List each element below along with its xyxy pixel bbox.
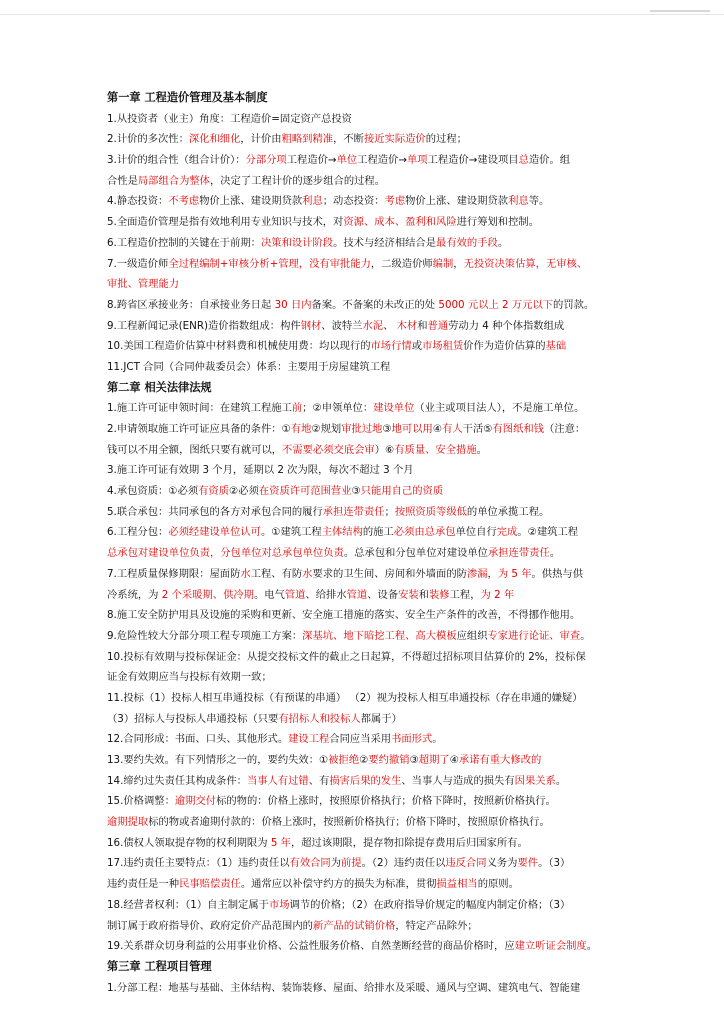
highlighted-text: 建设工程 [288,733,330,746]
header-mark [650,10,710,12]
text-line [107,460,617,481]
text-line [107,316,617,337]
plain-text: 。 [580,629,591,642]
plain-text: ，二级造价师 [370,257,433,270]
text-line [107,791,617,812]
highlighted-text: 要约撤销 [368,754,410,766]
plain-text: 6.工程分包： [107,526,169,539]
plain-text: 和 [417,319,428,332]
plain-text: 8.跨省区承接业务：自承接业务日起 [107,298,275,311]
highlighted-text: 安装 [398,588,419,601]
plain-text: ，不断 [333,133,364,146]
plain-text: 进行筹划和控制。 [456,216,539,229]
plain-text: 18.经营者权利：（1）自主制定属于 [107,898,269,911]
plain-text: ③ [409,754,419,766]
plain-text: ④ [449,754,459,766]
plain-text: 工程、有防 [250,567,303,580]
plain-text: 16.债权人领取提存物的权利期限为 [107,836,271,849]
plain-text: 17.违约责任主要特点：（1）违约责任以 [107,857,290,870]
highlighted-text: 木材 [396,319,418,332]
highlighted-text: 必须由总承包 [393,526,456,539]
highlighted-text: 编制 [432,257,454,270]
plain-text: 6.工程造价控制的关键在于前期： [107,236,261,249]
plain-text: 第二章 相关法律法规 [107,380,212,394]
plain-text: 、给排水 [305,588,347,601]
plain-text: 都属于） [360,712,402,725]
text-line [107,874,617,895]
plain-text: 。（2）违约责任以 [361,857,446,870]
plain-text: 物价上涨、建设期贷款 [199,195,303,208]
plain-text: 11.JCT 合同（合同仲裁委员会）体系：主要用于房屋建筑工程 [107,360,391,373]
document-body [107,88,617,998]
highlighted-text: 市场行情 [370,340,412,353]
plain-text: 。 [586,940,598,953]
plain-text: 的过程； [425,133,467,146]
highlighted-text: 前提 [341,857,362,870]
plain-text: （3）招标人与投标人串通投标（只要 [107,712,279,725]
highlighted-text: 单位 [336,154,358,167]
plain-text: 10.美国工程造价估算中材料费和机械使用费：均以现行的 [107,340,371,353]
highlighted-text: 违反合同 [445,857,487,870]
highlighted-text: 钢材 [300,319,322,332]
plain-text: 造价。组 [528,154,571,167]
highlighted-text: 不需要必须交底会审 [282,443,375,456]
highlighted-text: 要件 [517,857,539,870]
highlighted-text: 管道 [284,588,306,601]
highlighted-text: 全过程编制+审核分析+管理，没有审批能力 [168,257,371,270]
highlighted-text: 逾期交付 [174,795,217,808]
highlighted-text: 因果关系 [514,774,556,787]
plain-text: 劳动力 4 种个体指数组成 [448,319,565,332]
plain-text: ，超过该期限，提存物扣除提存费用后归国家所有。 [290,836,528,849]
plain-text: 冷系统，为 [107,588,162,601]
highlighted-text: 书面形式 [391,733,433,746]
text-line [107,916,617,937]
plain-text: 工程造价→建设项目 [427,154,519,167]
highlighted-text: 审批、管理能力 [107,278,180,291]
text-line [107,440,617,461]
plain-text: 合同应当采用 [329,733,392,746]
text-line [107,729,617,750]
plain-text: 工程造价→ [357,154,407,167]
text-line [107,936,617,957]
highlighted-text: 当事人有过错 [246,774,309,787]
highlighted-text: 民事赔偿责任 [179,878,241,891]
plain-text: 、设备 [367,588,399,601]
text-line [107,357,617,378]
highlighted-text: 水泥 [362,319,384,332]
plain-text: 12.合同形成：书面、口头、其他形式。 [107,733,289,746]
highlighted-text: 利息 [508,195,529,208]
highlighted-text: 承担连带责任 [322,505,385,518]
plain-text: 7.工程质量保修期限：屋面防 [107,567,241,580]
text-line [107,254,617,275]
plain-text: ；②申领单位： [302,402,374,415]
text-line [107,750,617,771]
plain-text: ， [487,567,498,580]
text-line [107,605,617,626]
plain-text: 制订属于政府指导价、政府定价产品范围内的 [107,919,313,932]
plain-text: 5.联合承包：共同承包的各方对承包合同的履行 [107,505,323,518]
plain-text: 。技术与经济相结合是 [333,236,437,249]
plain-text: ② [359,754,369,766]
plain-text: 。 [432,733,443,746]
text-line [107,853,617,874]
plain-text: 为 [330,857,342,870]
highlighted-text: 资源、成本、盈利和风险 [343,216,457,229]
text-line [107,233,617,254]
plain-text: 钱可以不用全额，图纸只要有就可以， [107,443,283,456]
highlighted-text: 有资质 [198,485,230,498]
highlighted-text: 最有效的手段 [436,236,498,249]
plain-text: 、 [383,319,397,332]
plain-text: 的原则。 [477,878,519,891]
chapter-heading [107,957,617,978]
plain-text: 或 [411,340,422,353]
highlighted-text: 有人 [442,423,463,435]
highlighted-text: 承诺有重大修改的 [458,754,542,766]
plain-text: 1.从投资者（业主）角度：工程造价=固定资产总投资 [107,112,352,125]
highlighted-text: 不考虑 [168,195,200,208]
text-line [107,212,617,233]
highlighted-text: 接近实际造价 [363,133,426,146]
plain-text: 。 [555,774,567,787]
plain-text: 9.危险性较大分部分项工程专项施工方案： [107,629,303,642]
plain-text: 5.全面造价管理是指有效地利用专业知识与技术，对 [107,216,344,229]
plain-text: 的单位承揽工程。 [466,505,550,518]
highlighted-text: 必须经建设单位认可 [168,526,261,539]
plain-text: 2.申请领取施工许可证应具备的条件：① [107,423,291,435]
text-line [107,398,617,419]
plain-text: 单位自行 [455,526,497,539]
text-line [107,191,617,212]
plain-text: 3.计价的组合性（组合计价）： [107,154,246,167]
plain-text: 第一章 工程造价管理及基本制度 [107,91,268,104]
highlighted-text: 2 个采暖期、供冷期 [161,588,254,601]
plain-text: ③ [351,485,361,498]
highlighted-text: 有效合同 [289,857,331,870]
plain-text: 19.关系群众切身利益的公用事业价格、公益性服务价格、自然垄断经营的商品价格时，应 [107,940,515,953]
plain-text: 物价上涨、建设期贷款 [405,195,509,208]
highlighted-text: 建设单位 [373,402,415,415]
plain-text: 15.价格调整： [107,795,175,808]
plain-text: 证金有效期应当与投标有效期一致； [107,671,272,684]
highlighted-text: 损益相当 [436,878,478,891]
plain-text: 要求的卫生间、房间和外墙面的防 [312,567,467,580]
highlighted-text: 基础 [545,340,567,353]
highlighted-text: 有地 [290,423,312,435]
plain-text: 备案。不备案的未改正的处 [311,298,439,311]
highlighted-text: 局部组合为整体 [137,174,210,187]
highlighted-text: 总承包对建设单位负责，分包单位对总承包单位负责 [107,547,344,560]
plain-text: 应组织 [456,629,488,642]
plain-text: 。①建筑工程 [260,526,322,539]
plain-text: ；动态投资： [322,195,385,208]
plain-text: 14.缔约过失责任其构成条件： [107,774,247,787]
highlighted-text: 粗略到精准 [281,133,334,146]
plain-text: 标的物或者逾期付款的：价格上涨时，按照新价格执行；价格下降时，按照原价格执行。 [148,816,550,829]
highlighted-text: 市场租赁 [421,340,464,353]
plain-text: 。（3） [538,857,571,870]
plain-text: 违约责任是一种 [107,878,180,891]
text-line [107,129,617,150]
text-line [107,502,617,523]
plain-text: 合性是 [107,174,138,187]
highlighted-text: 单项 [406,154,428,167]
highlighted-text: 在资质许可范围营业 [258,485,352,498]
plain-text: 第三章 工程项目管理 [107,959,212,973]
plain-text: 的施工 [362,526,394,539]
text-line [107,336,617,357]
highlighted-text: 有质量、安全措施 [394,443,477,456]
plain-text: 10.投标有效期与投标保证金：从提交投标文件的截止之日起算，不得超过招标项目估算价的 2%，投标保 [107,650,586,663]
text-line [107,585,617,606]
text-line [107,522,617,543]
text-line [107,895,617,916]
header-rule [0,14,724,15]
highlighted-text: 市场 [268,898,290,911]
plain-text: 工程造价→ [286,154,337,167]
text-line [107,274,617,295]
text-line [107,109,617,130]
plain-text: ，决定了工程计价的逐步组合的过程。 [209,174,386,187]
highlighted-text: 深基坑、地下暗挖工程、高大模板 [302,629,457,642]
plain-text: ③ [382,423,392,435]
highlighted-text: 有图纸和钱 [492,423,544,435]
highlighted-text: 前 [291,402,303,415]
plain-text: 1.施工许可证申领时间：在建筑工程施工 [107,402,292,415]
plain-text: ， [453,257,464,270]
plain-text: 3.施工许可证有效期 3 个月，延期以 2 次为限，每次不超过 3 个月 [107,464,414,477]
plain-text: 、波特兰 [321,319,363,332]
plain-text: 2.计价的多次性： [107,133,189,146]
highlighted-text: 装修 [429,588,450,601]
plain-text: 4.静态投资： [107,195,169,208]
highlighted-text: 只能用自己的资质 [360,485,444,498]
plain-text: 调节的价格；（2）在政府指导价规定的幅度内制定价格；（3） [289,898,571,911]
plain-text: 、有 [308,774,330,787]
highlighted-text: 主体结构 [321,526,363,539]
highlighted-text: 新产品的试销价格 [312,919,396,932]
text-line [107,978,617,999]
plain-text: 。总承包和分包单位对建设单位 [343,547,488,560]
text-line [107,481,617,502]
plain-text: 价作为造价估算的 [463,340,546,353]
text-line [107,626,617,647]
plain-text: 7.一级造价师 [107,257,169,270]
plain-text: ②规划 [311,423,342,435]
highlighted-text: 普通 [427,319,449,332]
highlighted-text: 渗漏 [466,567,488,580]
plain-text: 。②建筑工程 [517,526,579,539]
plain-text: ②必须 [229,485,259,498]
chapter-heading [107,88,617,109]
highlighted-text: 建立听证会制度 [514,940,587,953]
plain-text: 。 [476,443,487,456]
highlighted-text: 完成 [496,526,518,539]
plain-text: 9.工程新闻记录(ENR)造价指数组成：构件 [107,319,301,332]
highlighted-text: 被拒绝 [328,754,360,766]
plain-text: ④ [432,423,443,435]
highlighted-text: 30 日内 [274,298,312,311]
text-line [107,647,617,668]
highlighted-text: 承担连带责任 [487,547,550,560]
plain-text: ； [384,505,395,518]
highlighted-text: 按照资质等级低 [394,505,467,518]
plain-text: 。电气 [253,588,285,601]
plain-text: 13.要约失效。有下列情形之一的，要约失效：① [107,754,329,766]
text-line [107,150,617,171]
plain-text: 义务为 [486,857,518,870]
text-line [107,171,617,192]
plain-text: 8.施工安全防护用具及设施的采购和更新、安全施工措施的落实、安全生产条件的改善，不得挪作他用。 [107,609,581,622]
plain-text: ，特定产品除外； [395,919,478,932]
highlighted-text: 为 5 年 [497,567,532,580]
plain-text: ）⑥ [374,443,395,456]
plain-text: 标的物的：价格上涨时，按照原价格执行；价格下降时，按照新价格执行。 [216,795,556,808]
plain-text: 的罚款。 [553,298,595,311]
highlighted-text: 逾期提取 [107,816,149,829]
plain-text: 和 [418,588,430,601]
plain-text: 11.投标（1）投标人相互串通投标（有预谋的串通） （2）视为投标人相互串通投标（存在串通的嫌疑） [107,691,583,704]
text-line [107,833,617,854]
text-line [107,688,617,709]
highlighted-text: 有招标人和投标人 [278,712,361,725]
plain-text: 等。 [528,195,550,208]
plain-text: 。供热与供 [531,567,583,580]
highlighted-text: 水 [302,567,313,580]
text-line [107,709,617,730]
plain-text: ，计价由 [240,133,282,146]
highlighted-text: 为 2 年 [480,588,515,601]
highlighted-text: 管道 [346,588,368,601]
chapter-heading [107,378,617,399]
text-line [107,564,617,585]
plain-text: （注意： [543,423,586,435]
plain-text: 干活⑤ [462,423,493,435]
highlighted-text: 分部分项 [245,154,287,167]
plain-text: 、当事人与造成的损失有 [401,774,515,787]
highlighted-text: 审批过地 [341,423,383,435]
text-line [107,419,617,440]
plain-text: 。通常应以补偿守约方的损失为标准，贯彻 [240,878,437,891]
highlighted-text: 深化和细化 [188,133,241,146]
plain-text: 1.分部工程：地基与基础、主体结构、装饰装修、屋面、给排水及采暖、通风与空调、建筑电气、智能建 [107,981,581,994]
highlighted-text: 超期了 [418,754,450,766]
plain-text: 工程， [449,588,481,601]
plain-text: （业主或项目法人），不是施工单位。 [414,402,585,415]
highlighted-text: 专家进行论证、审查 [487,629,581,642]
highlighted-text: 无投资决策估算，无审核、 [463,257,588,270]
highlighted-text: 决策和设计阶段 [260,236,334,249]
plain-text: 。 [549,547,561,560]
highlighted-text: 水 [240,567,251,580]
highlighted-text: 5 年 [270,836,291,849]
highlighted-text: 考虑 [384,195,406,208]
text-line [107,543,617,564]
highlighted-text: 地可以用 [391,423,433,435]
highlighted-text: 5000 元以上 2 万元以下 [438,298,554,311]
text-line [107,812,617,833]
highlighted-text: 总 [518,154,529,167]
text-line [107,667,617,688]
highlighted-text: 损害后果的发生 [329,774,402,787]
plain-text: 4.承包资质：①必须 [107,485,199,498]
highlighted-text: 利息 [302,195,323,208]
text-line [107,295,617,316]
text-line [107,771,617,792]
plain-text: 。 [497,236,509,249]
